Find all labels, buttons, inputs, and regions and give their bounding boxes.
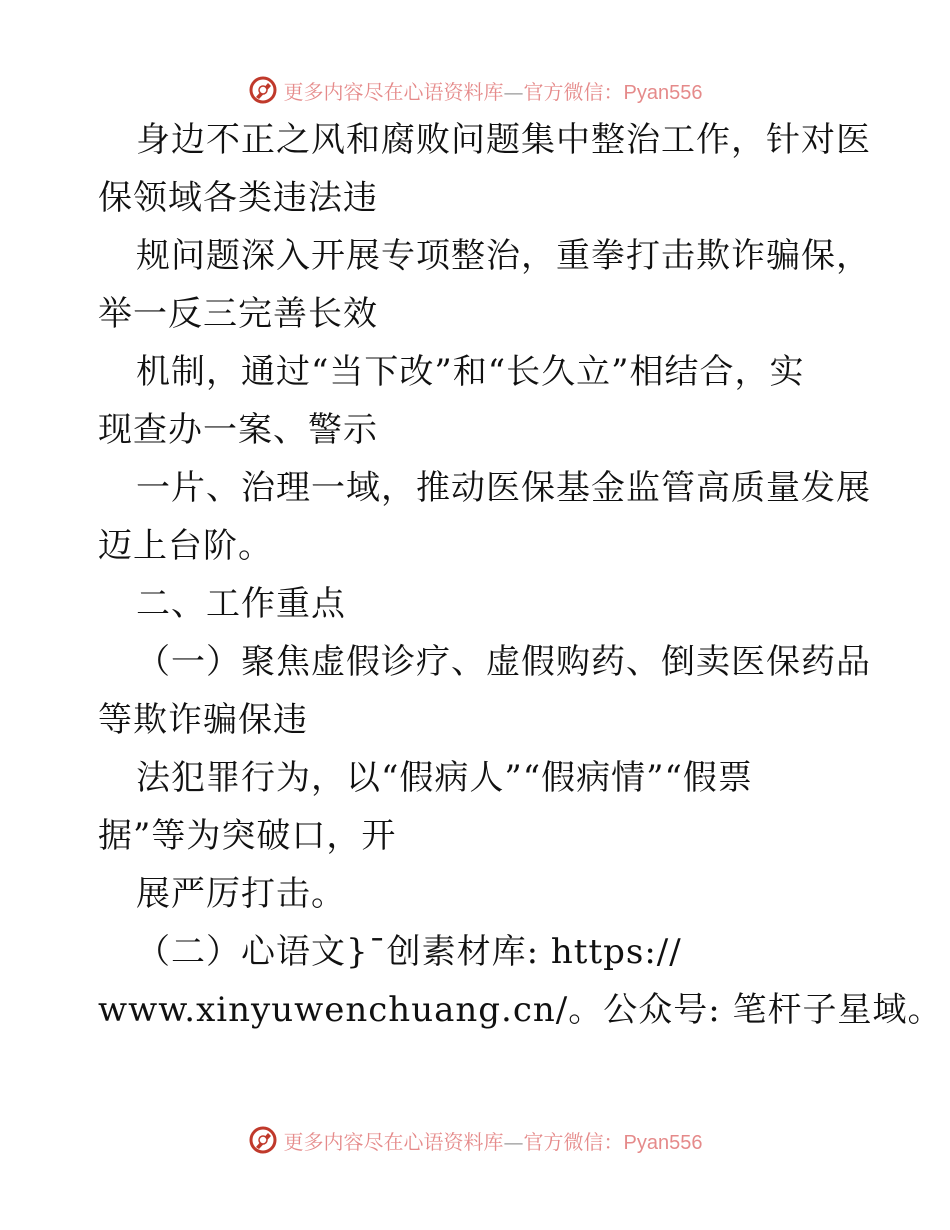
text-line: 展严厉打击。: [136, 874, 346, 914]
text-line: 身边不正之风和腐败问题集中整治工作，针对医: [136, 120, 871, 160]
text-line: 迈上台阶。: [98, 526, 273, 566]
text-line: 机制，通过“当下改”和“长久立”相结合，实: [136, 352, 805, 392]
wechat-id: Pyan556: [623, 81, 703, 104]
text-line: 现查办一案、警示: [98, 410, 378, 450]
text-line: （二）心语文}¯创素材库: https://: [136, 932, 682, 972]
text-line: （一）聚焦虚假诊疗、虚假购药、倒卖医保药品: [136, 642, 871, 682]
text-line: 保领域各类违法违: [98, 178, 378, 218]
text-line: 等欺诈骗保违: [98, 700, 308, 740]
text-line: 一片、治理一域，推动医保基金监管高质量发展: [136, 468, 871, 508]
text-line: 规问题深入开展专项整治，重拳打击欺诈骗保，: [136, 236, 871, 276]
banner-text: 更多内容尽在心语资料库—官方微信：Pyan556: [283, 79, 703, 104]
header-banner: [0, 70, 950, 110]
wechat-id: Pyan556: [623, 1131, 703, 1154]
text-line: 据”等为突破口，开: [98, 816, 397, 856]
banner-text: 更多内容尽在心语资料库—官方微信：Pyan556: [283, 1129, 703, 1154]
section-heading: 二、工作重点: [136, 584, 346, 624]
pen-seal-icon: [248, 1125, 278, 1155]
text-line: 举一反三完善长效: [98, 294, 378, 334]
footer-banner: [0, 1120, 950, 1160]
text-line: 法犯罪行为，以“假病人”“假病情”“假票: [136, 758, 753, 798]
text-line: www.xinyuwenchuang.cn/。公众号: 笔杆子星域。: [98, 990, 943, 1030]
pen-seal-icon: [248, 75, 278, 105]
